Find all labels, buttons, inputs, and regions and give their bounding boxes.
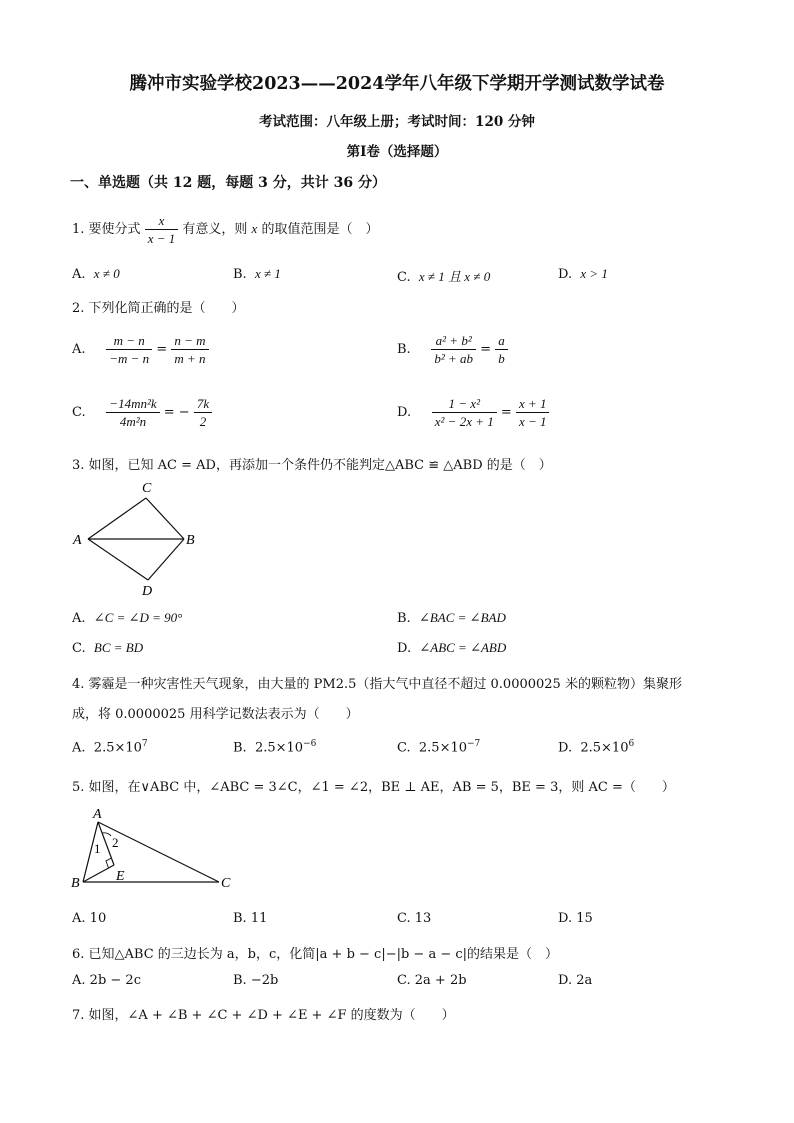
option-text: 13 — [414, 911, 432, 926]
q1-option-c[interactable] — [397, 266, 490, 285]
option-exponent: −7 — [467, 739, 481, 749]
q1-option-d[interactable] — [558, 266, 608, 282]
segment-ac — [88, 498, 146, 539]
q3-option-a[interactable] — [72, 610, 182, 626]
q2a-left-fraction — [106, 332, 152, 367]
label-b: B — [186, 533, 195, 548]
q4-option-c[interactable] — [397, 739, 480, 755]
option-label: D. — [558, 740, 573, 756]
option-text: ∠ABC = ∠ABD — [419, 640, 507, 655]
option-label: C. — [397, 270, 411, 285]
option-label: D. — [558, 911, 573, 926]
q3-option-b[interactable] — [397, 610, 506, 626]
label-a: A — [73, 533, 82, 548]
q2-option-c[interactable] — [72, 395, 212, 430]
question-7: 7. 如图，∠A + ∠B + ∠C + ∠D + ∠E + ∠F 的度数为（ ） — [72, 1008, 455, 1023]
option-label: B. — [233, 267, 247, 282]
option-text: 11 — [250, 911, 268, 926]
option-text: x ≠ 1 — [254, 266, 281, 281]
option-label: D. — [397, 641, 412, 656]
denominator: x − 1 — [518, 414, 547, 429]
exam-info: 考试范围：八年级上册；考试时间：120 分钟 — [259, 114, 535, 130]
numerator: 7k — [194, 395, 212, 413]
question-6: 6. 已知△ABC 的三边长为 a，b，c，化简|a + b − c|−|b − a − c|的结果是（ ） — [72, 947, 559, 962]
equals-sign: = — [156, 342, 168, 357]
q2b-right-fraction — [495, 332, 508, 367]
label-angle-2: 2 — [112, 835, 119, 850]
q2c-right-fraction — [194, 395, 212, 430]
numerator: 1 − x² — [432, 395, 497, 413]
option-base: 2.5×10 — [254, 740, 304, 756]
option-label: A. — [72, 740, 86, 756]
option-text: −2b — [250, 973, 279, 988]
q1-post: 的取值范围是（ ） — [261, 222, 379, 237]
q6-option-c[interactable] — [397, 973, 467, 988]
q2-option-d[interactable] — [397, 395, 549, 430]
label-e: E — [116, 869, 125, 884]
numerator: n − m — [171, 332, 208, 350]
option-label: B. — [233, 973, 247, 988]
label-c: C — [221, 876, 231, 891]
question-2: 2. 下列化简正确的是（ ） — [72, 301, 245, 316]
option-text: 10 — [89, 911, 107, 926]
q1-fraction — [145, 212, 179, 247]
option-base: 2.5×10 — [418, 740, 467, 756]
question-4-line-1: 4. 雾霾是一种灾害性天气现象，由大量的 PM2.5（指大气中直径不超过 0.0000025 米的颗粒物）集聚形 — [72, 677, 682, 692]
equals-minus-sign: = − — [163, 405, 190, 420]
volume-title: 第Ⅰ卷（选择题） — [346, 144, 448, 160]
option-base: 2.5×10 — [93, 740, 142, 756]
question-1 — [72, 212, 378, 247]
q1-option-b[interactable] — [233, 266, 281, 282]
option-label: B. — [233, 911, 247, 926]
q3-option-d[interactable] — [397, 640, 506, 656]
option-text: ∠C = ∠D = 90° — [93, 610, 183, 625]
option-exponent: −6 — [303, 739, 317, 749]
q2a-right-fraction — [171, 332, 208, 367]
label-b: B — [71, 876, 80, 891]
option-exponent: 7 — [141, 739, 148, 749]
q4-option-d[interactable] — [558, 739, 634, 755]
option-label: D. — [558, 267, 573, 282]
option-text: x > 1 — [580, 266, 608, 281]
q5-figure — [66, 806, 246, 896]
option-label: B. — [397, 342, 411, 357]
denominator: 2 — [199, 414, 207, 429]
label-angle-1: 1 — [94, 841, 101, 856]
q2b-left-fraction — [431, 332, 476, 367]
denominator: m + n — [174, 351, 206, 366]
option-text: 2b − 2c — [89, 973, 141, 988]
option-label: C. — [397, 973, 411, 988]
option-text: 2a — [576, 973, 593, 988]
equals-sign: = — [500, 405, 512, 420]
q1-frac-denominator: x − 1 — [147, 231, 176, 246]
q2d-left-fraction — [432, 395, 497, 430]
q5-option-c[interactable] — [397, 911, 431, 926]
segment-ad — [88, 539, 148, 580]
q1-var: x — [251, 221, 258, 236]
equals-sign: = — [480, 342, 492, 357]
q5-option-a[interactable] — [72, 911, 106, 926]
q1-mid: 有意义，则 — [182, 222, 248, 237]
option-label: B. — [397, 611, 411, 626]
label-a: A — [93, 807, 102, 822]
q1-pre: 要使分式 — [88, 222, 141, 237]
option-label: C. — [72, 641, 86, 656]
question-4-line-2: 成，将 0.0000025 用科学记数法表示为（ ） — [72, 707, 359, 722]
q2-option-b[interactable] — [397, 332, 508, 367]
option-label: D. — [397, 405, 412, 420]
option-text: x ≠ 0 — [93, 266, 120, 281]
segment-cb — [146, 498, 184, 539]
q6-option-a[interactable] — [72, 973, 141, 988]
option-label: A. — [72, 267, 86, 282]
option-label: A. — [72, 973, 86, 988]
numerator: a² + b² — [431, 332, 476, 350]
segment-be — [83, 865, 114, 882]
question-5: 5. 如图，在∨ABC 中，∠ABC = 3∠C，∠1 = ∠2，BE ⊥ AE，AB = 5，BE = 3，则 AC =（ ） — [72, 780, 675, 795]
option-text: BC = BD — [93, 640, 144, 655]
q2d-right-fraction — [516, 395, 550, 430]
option-label: B. — [233, 740, 247, 756]
denominator: −m − n — [109, 351, 150, 366]
option-label: C. — [397, 740, 411, 756]
numerator: a — [495, 332, 508, 350]
q3-figure — [66, 478, 216, 600]
label-d: D — [142, 584, 153, 599]
option-text: 15 — [576, 911, 593, 926]
q2c-left-fraction — [106, 395, 159, 430]
q6-option-b[interactable] — [233, 973, 278, 988]
q1-number: 1. — [72, 222, 85, 237]
q3-option-c[interactable] — [72, 640, 143, 656]
q6-option-d[interactable] — [558, 973, 592, 988]
q5-option-d[interactable] — [558, 911, 593, 926]
option-label: C. — [397, 911, 411, 926]
numerator: x + 1 — [516, 395, 550, 413]
q5-option-b[interactable] — [233, 911, 267, 926]
option-label: A. — [72, 611, 86, 626]
numerator: m − n — [106, 332, 152, 350]
question-3: 3. 如图，已知 AC = AD，再添加一个条件仍不能判定△ABC ≌ △ABD 的是（ ） — [72, 458, 552, 473]
q1-option-a[interactable] — [72, 266, 120, 282]
section-heading: 一、单选题（共 12 题，每题 3 分，共计 36 分） — [70, 175, 386, 191]
denominator: 4m²n — [119, 414, 147, 429]
segment-db — [148, 539, 184, 580]
label-c: C — [142, 481, 152, 496]
option-exponent: 6 — [628, 739, 635, 749]
option-text: 2a + 2b — [414, 973, 467, 988]
q1-frac-numerator: x — [145, 212, 179, 230]
exam-title: 腾冲市实验学校2023——2024学年八年级下学期开学测试数学试卷 — [129, 74, 665, 94]
option-label: C. — [72, 405, 86, 420]
denominator: b² + ab — [434, 351, 474, 366]
denominator: x² − 2x + 1 — [434, 414, 494, 429]
q2-option-a[interactable] — [72, 332, 209, 367]
denominator: b — [498, 351, 505, 366]
option-label: D. — [558, 973, 573, 988]
option-base: 2.5×10 — [580, 740, 629, 756]
numerator: −14mn²k — [106, 395, 159, 413]
q4-option-a[interactable] — [72, 739, 148, 755]
option-text: ∠BAC = ∠BAD — [418, 610, 506, 625]
option-label: A. — [72, 342, 86, 357]
option-label: A. — [72, 911, 86, 926]
q4-option-b[interactable] — [233, 739, 316, 755]
option-text: x ≠ 1 且 x ≠ 0 — [418, 269, 491, 284]
